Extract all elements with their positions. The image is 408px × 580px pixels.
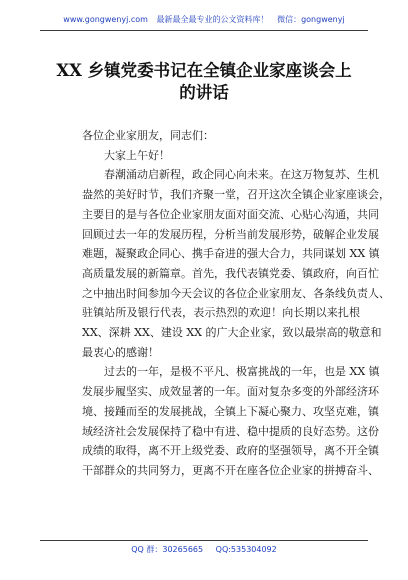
document-body xyxy=(82,126,390,481)
title-line-1: XX 乡镇党委书记在全镇企业家座谈会上 xyxy=(56,61,352,80)
page-header xyxy=(0,14,408,26)
paragraph-1-line: XX、深耕 XX、建设 XX 的广大企业家，致以最崇高的敬意和 xyxy=(82,326,382,340)
paragraph-1-line: 盎然的美好时节，我们齐聚一堂，召开这次全镇企业家座谈会， xyxy=(82,188,390,202)
paragraph-1-line: 驻镇站所及银行代表，表示热烈的欢迎！向长期以来扎根 xyxy=(82,306,360,320)
footer-divider xyxy=(40,540,368,541)
document-title xyxy=(40,60,368,104)
paragraph-1-line: 之中抽出时间参加今天会议的各位企业家朋友、各条线负责人、 xyxy=(82,286,390,300)
paragraph-2-line: 成绩的取得，离不开上级党委、政府的坚强领导，离不开全镇 xyxy=(82,444,379,458)
header-wechat: 微信：gongwenyj xyxy=(277,15,345,24)
header-slogan: 最新最全最专业的公文资料库！ xyxy=(156,15,269,24)
footer-qq-number: QQ:535304092 xyxy=(215,545,277,554)
paragraph-2 xyxy=(82,362,380,480)
paragraph-1-line: 高质量发展的新篇章。首先，我代表镇党委、镇政府，向百忙 xyxy=(82,266,379,280)
salutation: 各位企业家朋友，同志们： xyxy=(82,129,214,142)
page-footer xyxy=(0,544,408,556)
footer-qq-group: QQ 群：30265665 xyxy=(131,545,204,554)
header-divider xyxy=(40,30,368,31)
paragraph-1-line: 难题，凝聚政企同心、携手奋进的强大合力，共同谋划 XX 镇 xyxy=(82,247,380,261)
greeting: 大家上午好！ xyxy=(104,148,170,162)
paragraph-1-line: 春潮涌动启新程，政企同心向未来。在这万物复苏、生机 xyxy=(104,168,379,182)
paragraph-2-line: 境、接踵而至的发展挑战，全镇上下凝心聚力、攻坚克难，镇 xyxy=(82,404,379,418)
paragraph-2-line: 干部群众的共同努力，更离不开在座各位企业家的拼搏奋斗、 xyxy=(82,463,379,477)
title-line-2: 的讲话 xyxy=(179,83,229,102)
paragraph-1-line: 最衷心的感谢！ xyxy=(82,345,159,359)
paragraph-1-line: 回顾过去一年的发展历程，分析当前发展形势，破解企业发展 xyxy=(82,227,379,241)
paragraph-2-line: 发展步履坚实、成效显著的一年。面对复杂多变的外部经济环 xyxy=(82,385,379,399)
paragraph-2-line: 域经济社会发展保持了稳中有进、稳中提质的良好态势。这份 xyxy=(82,424,379,438)
header-website[interactable]: www.gongwenyj.com xyxy=(63,15,148,24)
paragraph-2-line: 过去的一年，是极不平凡、极富挑战的一年，也是 XX 镇 xyxy=(104,365,380,379)
paragraph-1 xyxy=(82,165,390,362)
paragraph-1-line: 主要目的是与各位企业家朋友面对面交流、心贴心沟通，共同 xyxy=(82,207,379,221)
